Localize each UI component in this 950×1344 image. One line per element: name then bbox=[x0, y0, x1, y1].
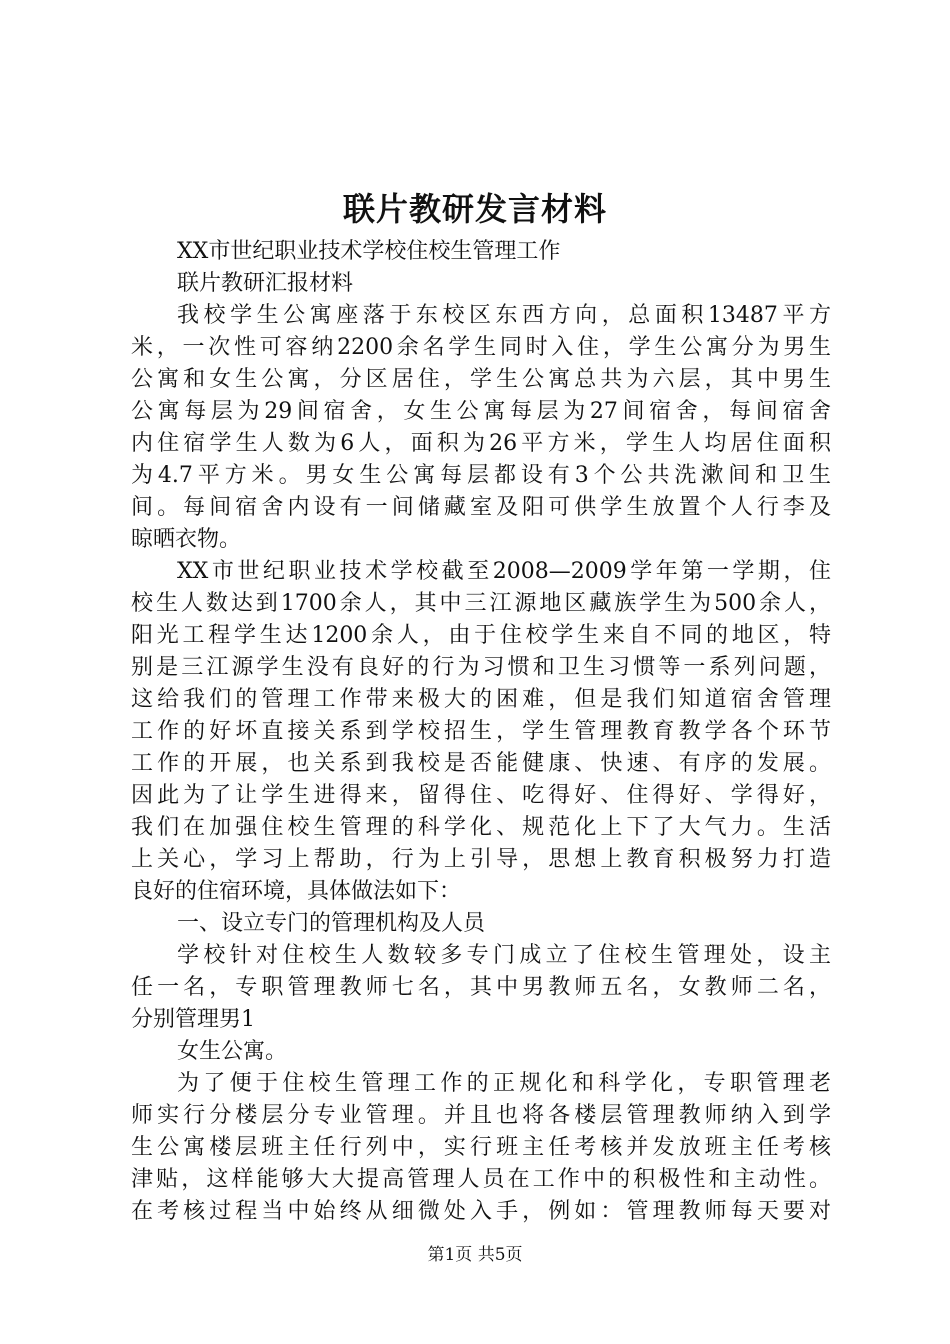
text-line: 上关心，学习上帮助，行为上引导，思想上教育积极努力打造 bbox=[131, 847, 831, 872]
document-body bbox=[131, 236, 831, 1228]
text-line: 校生人数达到1700余人，其中三江源地区藏族学生为500余人， bbox=[131, 591, 831, 616]
text-line: 女生公寓。 bbox=[177, 1039, 288, 1064]
document-title: 联片教研发言材料 bbox=[342, 190, 607, 228]
text-line: 为了便于住校生管理工作的正规化和科学化，专职管理老 bbox=[177, 1071, 831, 1096]
page-footer: 第1页 共5页 bbox=[427, 1245, 523, 1265]
text-line: 任一名，专职管理教师七名，其中男教师五名，女教师二名， bbox=[131, 975, 831, 1000]
text-line: 师实行分楼层分专业管理。并且也将各楼层管理教师纳入到学 bbox=[131, 1103, 831, 1128]
text-line: 工作的好坏直接关系到学校招生，学生管理教育教学各个环节 bbox=[131, 719, 831, 744]
text-line: 阳光工程学生达1200余人，由于住校学生来自不同的地区，特 bbox=[131, 623, 831, 648]
text-line: XX市世纪职业技术学校截至2008—2009学年第一学期，住 bbox=[177, 559, 831, 584]
text-line: 津贴，这样能够大大提高管理人员在工作中的积极性和主动性。 bbox=[131, 1167, 831, 1192]
text-line: XX市世纪职业技术学校住校生管理工作 bbox=[177, 239, 561, 264]
text-line: 良好的住宿环境，具体做法如下： bbox=[131, 879, 462, 904]
text-line: 米，一次性可容纳2200余名学生同时入住，学生公寓分为男生 bbox=[131, 335, 831, 360]
text-line: 我校学生公寓座落于东校区东西方向，总面积13487平方 bbox=[177, 303, 831, 328]
text-line: 工作的开展，也关系到我校是否能健康、快速、有序的发展。 bbox=[131, 751, 831, 776]
text-line: 内住宿学生人数为6人，面积为26平方米，学生人均居住面积 bbox=[131, 431, 831, 456]
text-line: 分别管理男1 bbox=[131, 1007, 255, 1032]
text-line: 间。每间宿舍内设有一间储藏室及阳可供学生放置个人行李及 bbox=[131, 495, 831, 520]
text-line: 为4.7平方米。男女生公寓每层都设有3个公共洗漱间和卫生 bbox=[131, 463, 831, 488]
text-line: 因此为了让学生进得来，留得住、吃得好、住得好、学得好， bbox=[131, 783, 831, 808]
text-line: 联片教研汇报材料 bbox=[177, 271, 354, 296]
text-line: 生公寓楼层班主任行列中，实行班主任考核并发放班主任考核 bbox=[131, 1135, 831, 1160]
text-line: 别是三江源学生没有良好的行为习惯和卫生习惯等一系列问题， bbox=[131, 655, 831, 680]
section-heading: 一、设立专门的管理机构及人员 bbox=[177, 911, 486, 936]
text-line: 这给我们的管理工作带来极大的困难，但是我们知道宿舍管理 bbox=[131, 687, 831, 712]
text-line: 晾晒衣物。 bbox=[131, 527, 242, 552]
text-line: 公寓和女生公寓，分区居住，学生公寓总共为六层，其中男生 bbox=[131, 367, 831, 392]
text-line: 我们在加强住校生管理的科学化、规范化上下了大气力。生活 bbox=[131, 815, 831, 840]
text-line: 学校针对住校生人数较多专门成立了住校生管理处，设主 bbox=[177, 943, 831, 968]
text-line: 公寓每层为29间宿舍，女生公寓每层为27间宿舍，每间宿舍 bbox=[131, 399, 831, 424]
text-line: 在考核过程当中始终从细微处入手，例如：管理教师每天要对 bbox=[131, 1199, 831, 1224]
